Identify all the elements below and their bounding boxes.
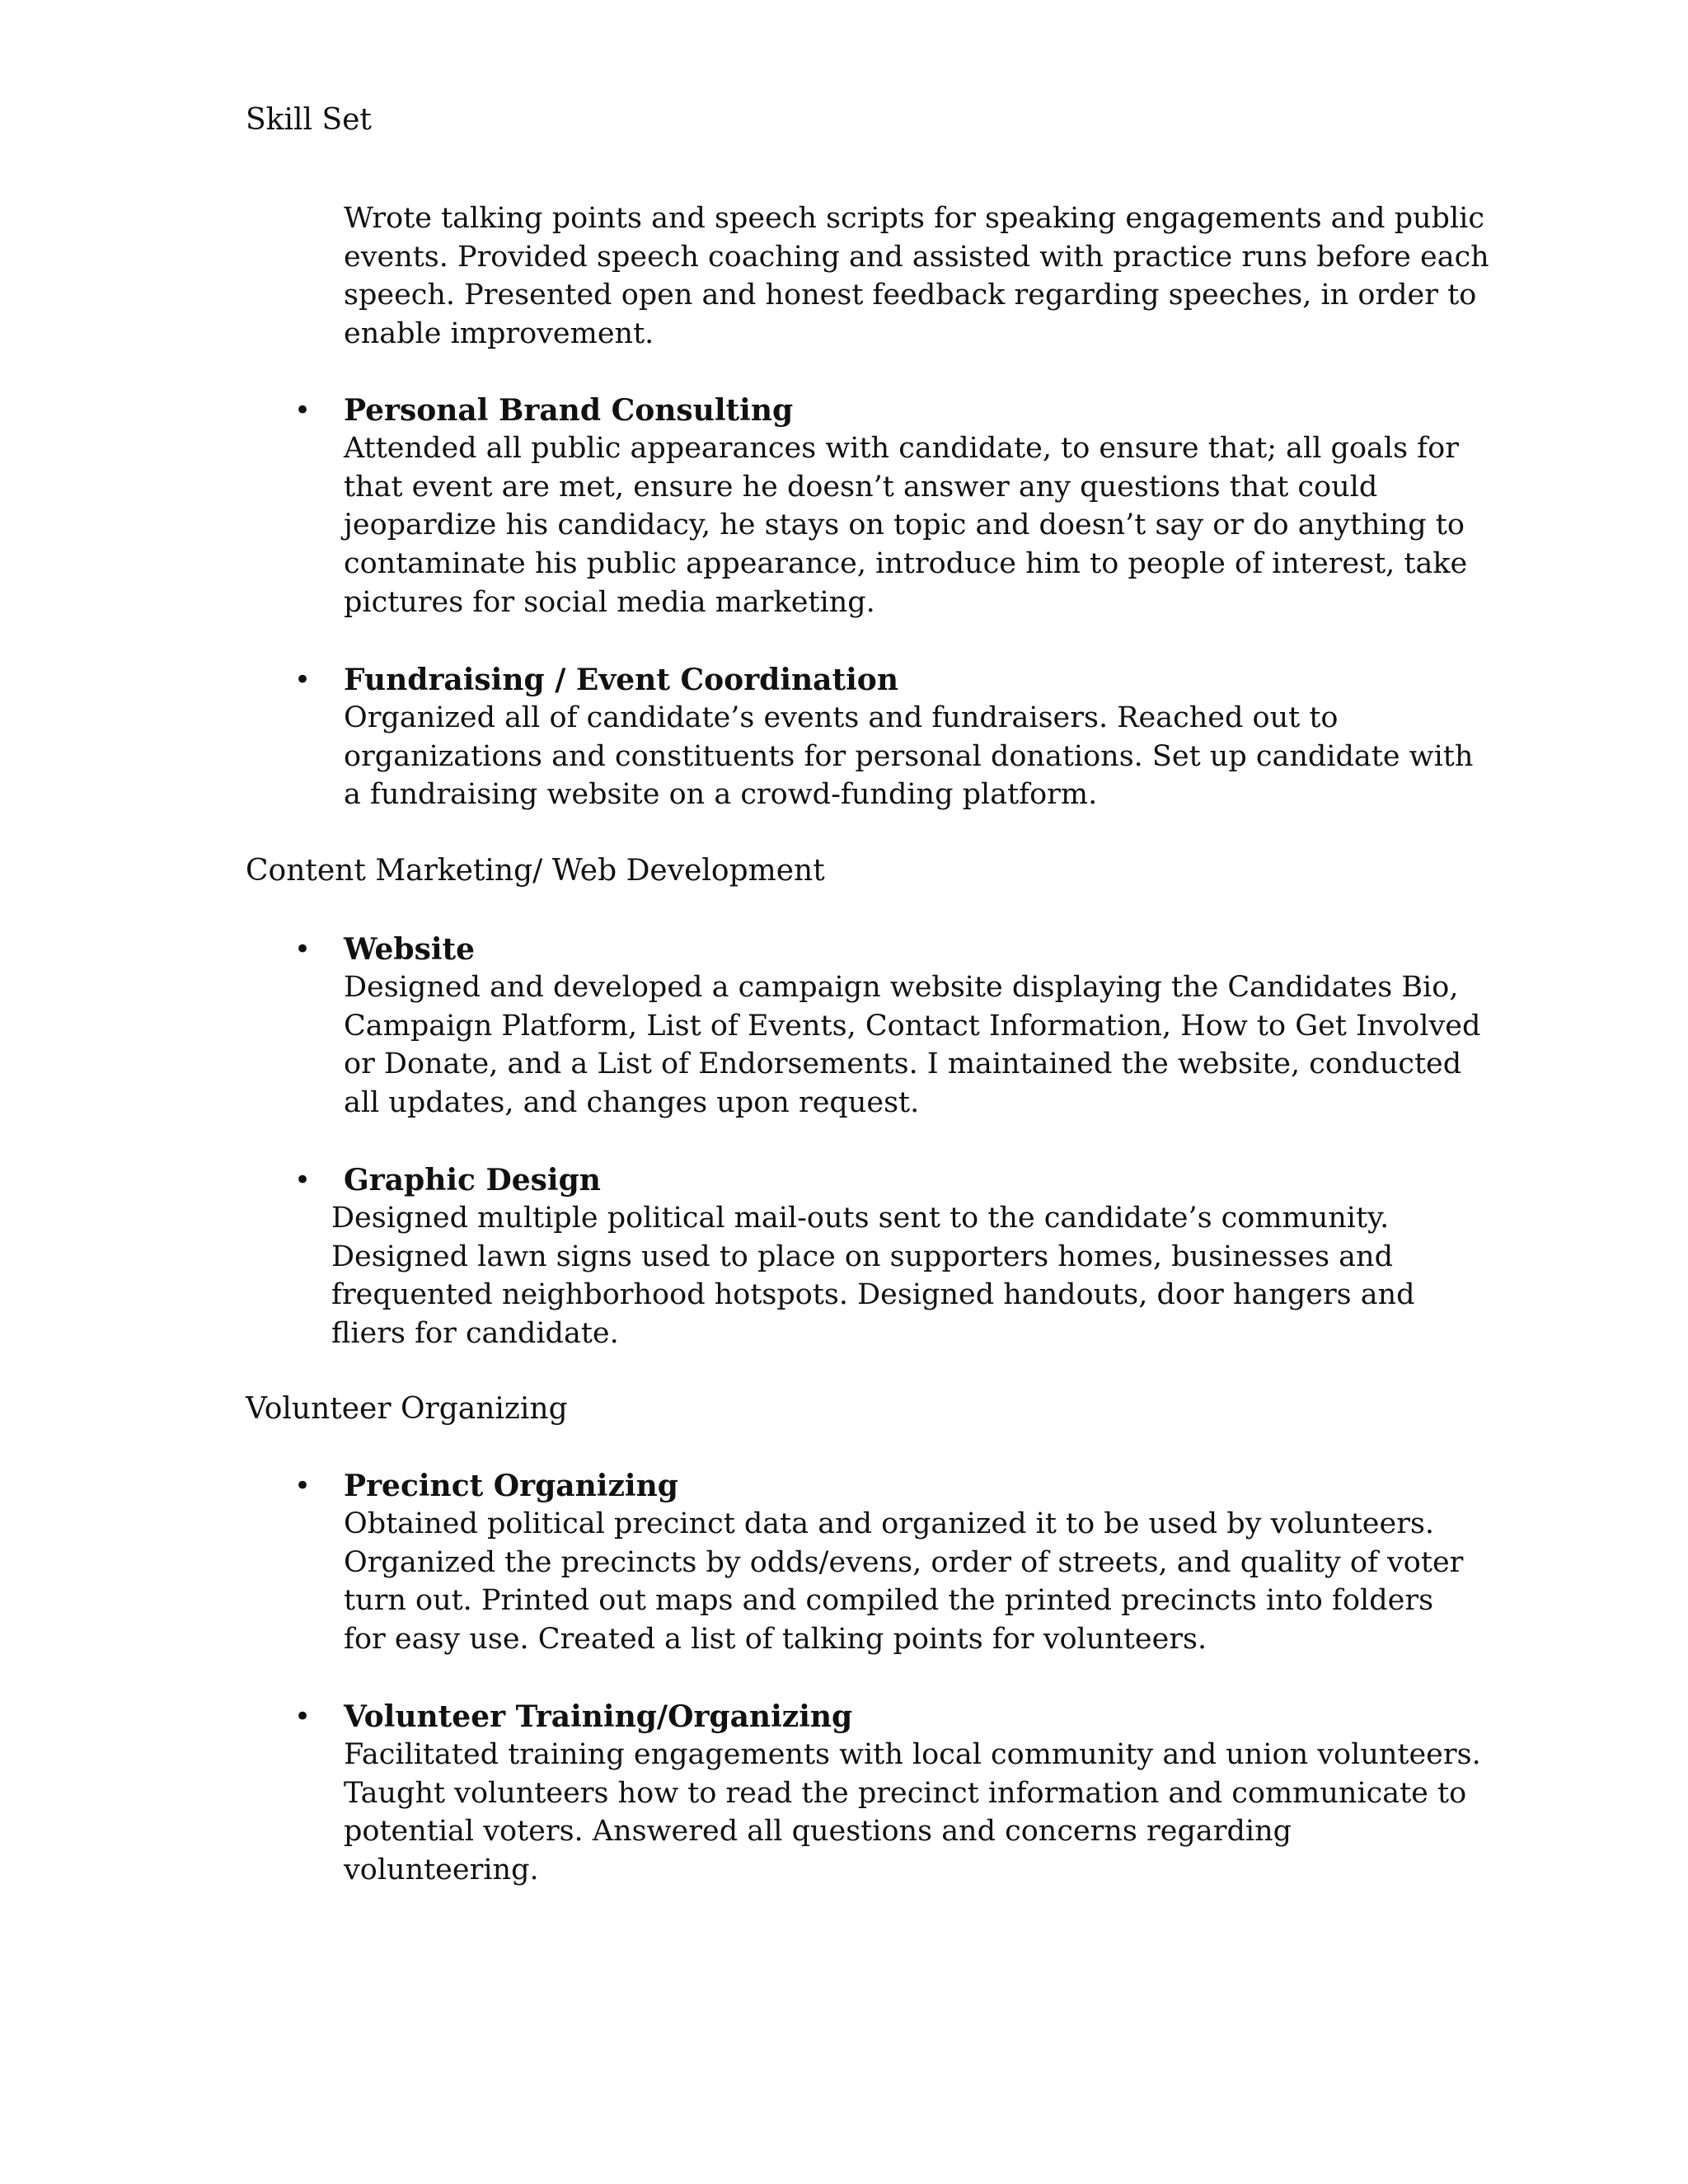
paragraph-line: Taught volunteers how to read the precinct information and communicate to — [344, 1776, 1467, 1810]
paragraph-line: organizations and constituents for personal donations. Set up candidate with — [344, 739, 1474, 773]
bullet-icon: • — [294, 1164, 312, 1197]
item-description-volunteer-training — [344, 1736, 1481, 1890]
item-description-graphic-design — [331, 1199, 1415, 1353]
paragraph-line: Organized the precincts by odds/evens, order of streets, and quality of voter — [344, 1545, 1464, 1579]
paragraph-line: Designed multiple political mail-outs sent to the candidate’s community. — [331, 1202, 1390, 1235]
item-title-fundraising-event-coordination: Fundraising / Event Coordination — [344, 663, 898, 697]
paragraph-line: turn out. Printed out maps and compiled the printed precincts into folders — [344, 1584, 1434, 1618]
paragraph-line: that event are met, ensure he doesn’t answer any questions that could — [344, 470, 1378, 504]
paragraph-line: Designed lawn signs used to place on supporters homes, businesses and — [331, 1240, 1393, 1273]
paragraph-line: jeopardize his candidacy, he stays on topic and doesn’t say or do anything to — [344, 509, 1465, 542]
item-description-fundraising-event-coordination — [344, 699, 1473, 814]
item-title-volunteer-training: Volunteer Training/Organizing — [344, 1699, 853, 1734]
skill-set-intro-paragraph — [344, 199, 1489, 354]
paragraph-line: contaminate his public appearance, introduce him to people of interest, take — [344, 547, 1468, 581]
bullet-icon: • — [294, 394, 312, 427]
bullet-icon: • — [294, 1469, 312, 1502]
paragraph-line: Campaign Platform, List of Events, Contact Information, How to Get Involved — [344, 1009, 1481, 1043]
paragraph-line: Obtained political precinct data and organized it to be used by volunteers. — [344, 1507, 1435, 1540]
bullet-icon: • — [294, 663, 312, 696]
paragraph-line: for easy use. Created a list of talking points for volunteers. — [344, 1623, 1207, 1657]
section-heading-skill-set: Skill Set — [246, 103, 372, 137]
paragraph-line: or Donate, and a List of Endorsements. I maintained the website, conducted — [344, 1047, 1462, 1081]
paragraph-line: Attended all public appearances with candidate, to ensure that; all goals for — [344, 432, 1459, 465]
section-heading-volunteer-organizing: Volunteer Organizing — [246, 1392, 568, 1426]
item-description-website — [344, 968, 1480, 1122]
bullet-icon: • — [294, 1700, 312, 1733]
paragraph-line: fliers for candidate. — [331, 1317, 619, 1351]
paragraph-line: speech. Presented open and honest feedback regarding speeches, in order to — [344, 279, 1477, 312]
bullet-icon: • — [294, 933, 312, 966]
paragraph-line: volunteering. — [344, 1854, 539, 1887]
section-heading-content-marketing: Content Marketing/ Web Development — [246, 854, 825, 888]
item-description-personal-brand-consulting — [344, 429, 1467, 622]
item-title-personal-brand-consulting: Personal Brand Consulting — [344, 393, 794, 428]
paragraph-line: Wrote talking points and speech scripts for speaking engagements and public — [344, 202, 1484, 235]
item-description-precinct-organizing — [344, 1505, 1463, 1659]
item-title-precinct-organizing: Precinct Organizing — [344, 1469, 678, 1503]
paragraph-line: frequented neighborhood hotspots. Designed handouts, door hangers and — [331, 1278, 1415, 1312]
paragraph-line: potential voters. Answered all questions and concerns regarding — [344, 1815, 1292, 1849]
paragraph-line: pictures for social media marketing. — [344, 585, 875, 619]
paragraph-line: events. Provided speech coaching and assisted with practice runs before each — [344, 240, 1489, 274]
paragraph-line: enable improvement. — [344, 317, 654, 351]
paragraph-line: Organized all of candidate’s events and fundraisers. Reached out to — [344, 701, 1339, 734]
paragraph-line: all updates, and changes upon request. — [344, 1086, 920, 1120]
paragraph-line: Designed and developed a campaign website displaying the Candidates Bio, — [344, 971, 1459, 1004]
paragraph-line: a fundraising website on a crowd-funding platform. — [344, 778, 1098, 812]
item-title-website: Website — [344, 932, 476, 967]
paragraph-line: Facilitated training engagements with local community and union volunteers. — [344, 1738, 1481, 1771]
item-title-graphic-design: Graphic Design — [344, 1163, 601, 1197]
